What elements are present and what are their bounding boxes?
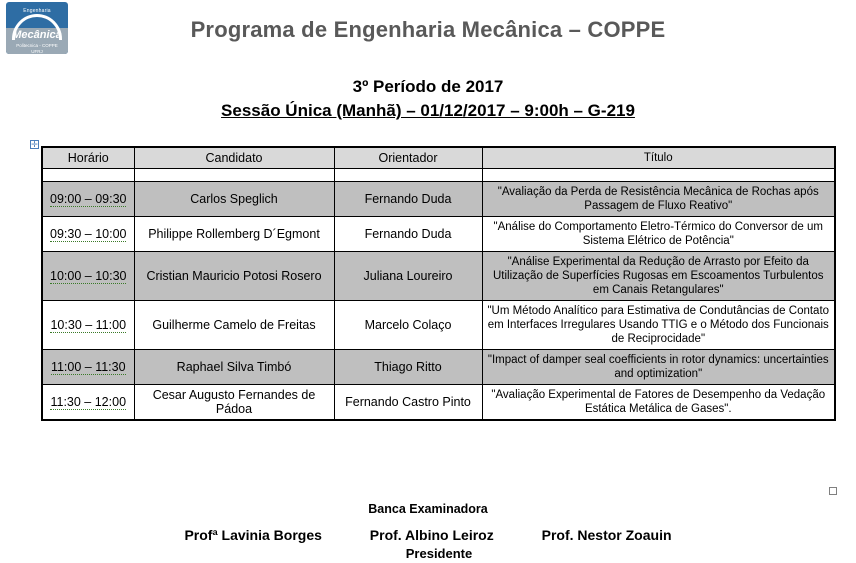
cell-titulo: "Impact of damper seal coefficients in rotor dynamics: uncertainties and optimization" bbox=[482, 350, 835, 385]
period-subtitle: 3º Período de 2017 bbox=[352, 77, 504, 96]
banca-member: Prof. Albino Leiroz bbox=[369, 527, 494, 543]
schedule-table bbox=[41, 146, 836, 421]
cell-candidato: Carlos Speglich bbox=[134, 182, 334, 217]
move-handle-icon[interactable]: ✛ bbox=[31, 140, 38, 149]
cell-orientador: Juliana Loureiro bbox=[334, 252, 482, 301]
cell-candidato: Guilherme Camelo de Freitas bbox=[134, 301, 334, 350]
cell-horario bbox=[42, 385, 134, 421]
horario-text: 10:30 – 11:00 bbox=[50, 318, 127, 332]
cell-titulo: "Um Método Analítico para Estimativa de Condutâncias de Contato em Interfaces Irregulares Usando TTIG e o Método dos Funcionais de Reciprocidade" bbox=[482, 301, 835, 350]
column-header: Orientador bbox=[334, 147, 482, 169]
banca-members bbox=[0, 527, 856, 543]
table-row bbox=[42, 350, 835, 385]
column-header: Candidato bbox=[134, 147, 334, 169]
cell-horario bbox=[42, 301, 134, 350]
banca-label: Banca Examinadora bbox=[368, 502, 488, 516]
spacer-cell bbox=[134, 169, 334, 182]
cell-horario bbox=[42, 350, 134, 385]
presidente-label: Presidente bbox=[405, 546, 473, 561]
horario-text: 11:30 – 12:00 bbox=[50, 395, 127, 409]
cell-horario bbox=[42, 182, 134, 217]
presidente-row bbox=[0, 546, 856, 561]
cell-titulo: "Avaliação Experimental de Fatores de Desempenho da Vedação Estática Metálica de Gases". bbox=[482, 385, 835, 421]
cell-horario bbox=[42, 252, 134, 301]
cell-candidato: Philippe Rollemberg D´Egmont bbox=[134, 217, 334, 252]
spacer-cell bbox=[334, 169, 482, 182]
cell-titulo: "Análise do Comportamento Eletro-Térmico do Conversor de um Sistema Elétrico de Potência" bbox=[482, 217, 835, 252]
cell-titulo: "Avaliação da Perda de Resistência Mecânica de Rochas após Passagem de Fluxo Reativo" bbox=[482, 182, 835, 217]
resize-handle-icon[interactable] bbox=[829, 487, 837, 495]
logo-line-2: Mecânica bbox=[12, 29, 62, 41]
banca-member: Profª Lavinia Borges bbox=[184, 527, 322, 543]
cell-orientador: Fernando Duda bbox=[334, 182, 482, 217]
cell-candidato: Cristian Mauricio Potosi Rosero bbox=[134, 252, 334, 301]
cell-orientador: Marcelo Colaço bbox=[334, 301, 482, 350]
spacer-cell bbox=[482, 169, 835, 182]
cell-orientador: Fernando Castro Pinto bbox=[334, 385, 482, 421]
cell-candidato: Cesar Augusto Fernandes de Pádoa bbox=[134, 385, 334, 421]
logo-line-4: UFRJ bbox=[31, 49, 43, 54]
session-subtitle bbox=[0, 101, 856, 121]
table-header-row bbox=[42, 147, 835, 169]
page-title: Programa de Engenharia Mecânica – COPPE bbox=[190, 17, 666, 42]
banca-member: Prof. Nestor Zoauin bbox=[541, 527, 672, 543]
cell-horario bbox=[42, 217, 134, 252]
cell-orientador: Fernando Duda bbox=[334, 217, 482, 252]
table-row bbox=[42, 301, 835, 350]
horario-text: 09:00 – 09:30 bbox=[50, 192, 127, 206]
logo-line-3: Politecnica - COPPE bbox=[16, 43, 58, 48]
cell-orientador: Thiago Ritto bbox=[334, 350, 482, 385]
logo-line-1: Engenharia bbox=[23, 8, 51, 14]
spacer-cell bbox=[42, 169, 134, 182]
horario-text: 11:00 – 11:30 bbox=[50, 360, 126, 374]
horario-text: 10:00 – 10:30 bbox=[50, 269, 127, 283]
cell-titulo: "Análise Experimental da Redução de Arrasto por Efeito da Utilização de Superfícies Rugosas em Escoamentos Turbulentos em Canais Retangulares" bbox=[482, 252, 835, 301]
schedule-table-container bbox=[41, 146, 836, 421]
table-row bbox=[42, 385, 835, 421]
column-header: Título bbox=[482, 147, 835, 169]
session-subtitle-text: Sessão Única (Manhã) – 01/12/2017 – 9:00h – G-219 bbox=[221, 101, 635, 120]
table-row bbox=[42, 182, 835, 217]
table-row bbox=[42, 252, 835, 301]
table-spacer-row bbox=[42, 169, 835, 182]
column-header: Horário bbox=[42, 147, 134, 169]
table-row bbox=[42, 217, 835, 252]
cell-candidato: Raphael Silva Timbó bbox=[134, 350, 334, 385]
horario-text: 09:30 – 10:00 bbox=[50, 227, 127, 241]
